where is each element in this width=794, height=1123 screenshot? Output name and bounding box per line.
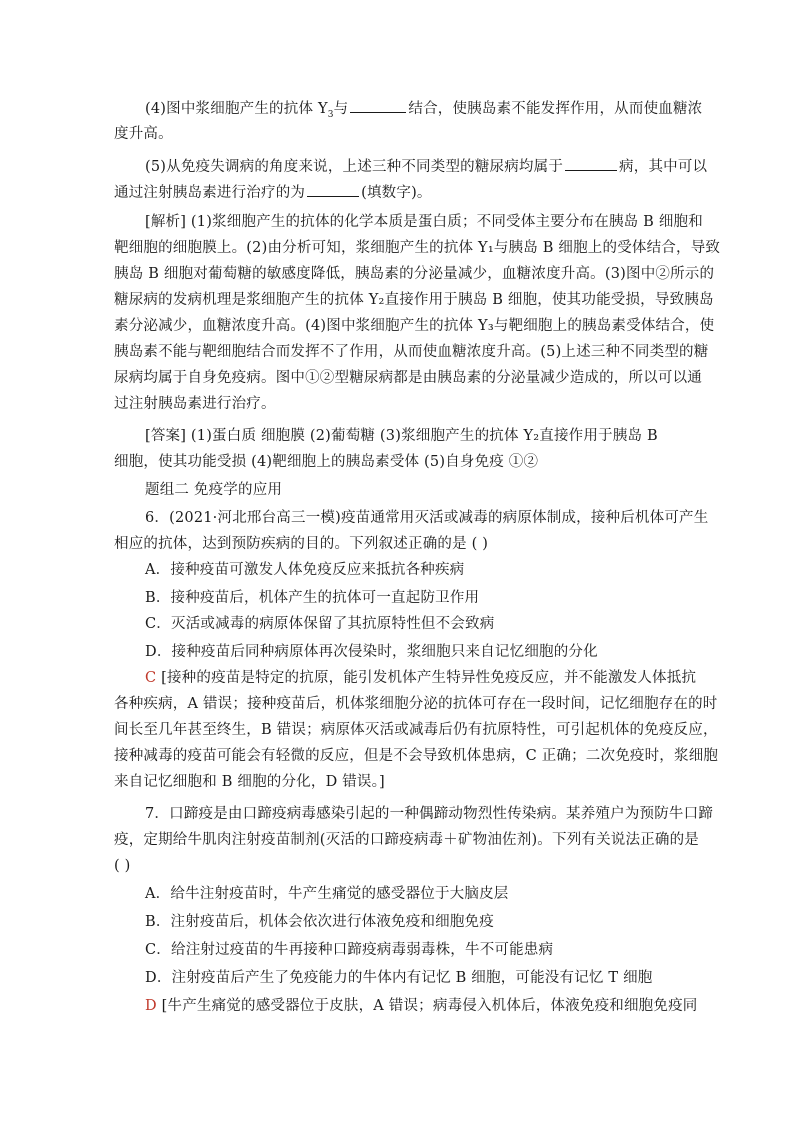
q6-explain-line: 间长至几年甚至终生，B 错误；病原体灭活或减毒后仍有抗原特性，可引起机体的免疫反应， [114, 722, 718, 738]
q6-stem: 相应的抗体，达到预防疾病的目的。下列叙述正确的是 ( ) [114, 536, 489, 552]
q6-explain-text: [接种的疫苗是特定的抗原，能引发机体产生特异性免疫反应，并不能激发人体抵抗 [156, 670, 697, 686]
q7-explain-line [145, 996, 698, 1016]
q6-explain-line: 各种疾病，A 错误；接种疫苗后，机体浆细胞分泌的抗体可存在一段时间，记忆细胞存在的时 [114, 696, 718, 712]
analysis-line: 靶细胞的细胞膜上。(2)由分析可知，浆细胞产生的抗体 Y₁与胰岛 B 细胞上的受体结合，导致 [114, 240, 721, 256]
q4-text-3: 结合，使胰岛素不能发挥作用，从而使血糖浓 [408, 101, 703, 117]
q7-explain-text: [牛产生痛觉的感受器位于皮肤，A 错误；病毒侵入机体后，体液免疫和细胞免疫同 [156, 998, 698, 1014]
analysis-line: 糖尿病的发病机理是浆细胞产生的抗体 Y₂直接作用于胰岛 B 细胞，使其功能受损，导致胰岛 [114, 292, 714, 308]
q7-option-a: A．给牛注射疫苗时，牛产生痛觉的感受器位于大脑皮层 [145, 886, 509, 902]
q7-answer-key: D [145, 998, 157, 1014]
answer-line: 细胞，使其功能受损 (4)靶细胞上的胰岛素受体 (5)自身免疫 ①② [114, 454, 539, 470]
analysis-line: 胰岛素不能与靶细胞结合而发挥不了作用，从而使血糖浓度升高。(5)上述三种不同类型的糖 [114, 344, 709, 360]
q4-text-2: 与 [333, 101, 349, 117]
q5-text-4: (填数字)。 [361, 185, 432, 201]
analysis-line: 过注射胰岛素进行治疗。 [114, 396, 276, 412]
q6-option-a: A．接种疫苗可激发人体免疫反应来抵抗各种疾病 [145, 562, 465, 578]
q6-explain-line: 接种减毒的疫苗可能会有轻微的反应，但是不会导致机体患病，C 正确；二次免疫时，浆细胞 [114, 748, 719, 764]
analysis-line: [解析] (1)浆细胞产生的抗体的化学本质是蛋白质；不同受体主要分布在胰岛 B 细胞和 [145, 214, 703, 230]
q6-option-b: B．接种疫苗后，机体产生的抗体可一直起防卫作用 [145, 590, 480, 606]
q5-line-2 [114, 182, 684, 203]
q7-option-b: B．注射疫苗后，机体会依次进行体液免疫和细胞免疫 [145, 914, 494, 930]
q6-stem: 6．(2021·河北邢台高三一模)疫苗通常用灭活或减毒的病原体制成，接种后机体可产生 [145, 510, 709, 526]
answer-line: [答案] (1)蛋白质 细胞膜 (2)葡萄糖 (3)浆细胞产生的抗体 Y₂直接作用于胰岛 B [145, 428, 658, 444]
q5-blank-1 [565, 156, 617, 171]
q4-continuation: 度升高。 [114, 126, 173, 142]
q4-blank [350, 98, 406, 113]
q6-explain-line [145, 668, 697, 688]
q7-option-c: C．给注射过疫苗的牛再接种口蹄疫病毒弱毒株，牛不可能患病 [145, 942, 554, 958]
q5-line [145, 156, 708, 177]
analysis-line: 胰岛 B 细胞对葡萄糖的敏感度降低，胰岛素的分泌量减少，血糖浓度升高。(3)图中②所示的 [114, 266, 715, 282]
q4-line [145, 98, 703, 125]
analysis-line: 尿病均属于自身免疫病。图中①②型糖尿病都是由胰岛素的分泌量减少造成的，所以可以通 [114, 370, 702, 386]
q6-option-c: C．灭活或减毒的病原体保留了其抗原特性但不会致病 [145, 616, 495, 632]
q5-text: (5)从免疫失调病的角度来说，上述三种不同类型的糖尿病均属于 [145, 159, 564, 175]
q4-subscript: 3 [327, 109, 334, 120]
analysis-line: 素分泌减少，血糖浓度升高。(4)图中浆细胞产生的抗体 Y₃与靶细胞上的胰岛素受体结合，使 [114, 318, 715, 334]
q6-answer-key: C [145, 670, 157, 686]
q5-text-3: 通过注射胰岛素进行治疗的为 [114, 185, 306, 201]
q6-explain-line: 来自记忆细胞和 B 细胞的分化，D 错误。] [114, 774, 385, 790]
q7-stem: 疫，定期给牛肌肉注射疫苗制剂(灭活的口蹄疫病毒＋矿物油佐剂)。下列有关说法正确的是 [114, 832, 700, 848]
q7-stem: 7．口蹄疫是由口蹄疫病毒感染引起的一种偶蹄动物烈性传染病。某养殖户为预防牛口蹄 [145, 806, 714, 822]
q7-option-d: D．注射疫苗后产生了免疫能力的牛体内有记忆 B 细胞，可能没有记忆 T 细胞 [145, 970, 653, 986]
q7-stem: ( ) [114, 858, 131, 874]
q5-blank-2 [307, 182, 359, 197]
q6-option-d: D．接种疫苗后同种病原体再次侵染时，浆细胞只来自记忆细胞的分化 [145, 644, 598, 660]
group-title: 题组二 免疫学的应用 [145, 482, 283, 498]
q5-text-2: 病，其中可以 [619, 159, 708, 175]
q4-text: (4)图中浆细胞产生的抗体 Y [145, 101, 328, 117]
